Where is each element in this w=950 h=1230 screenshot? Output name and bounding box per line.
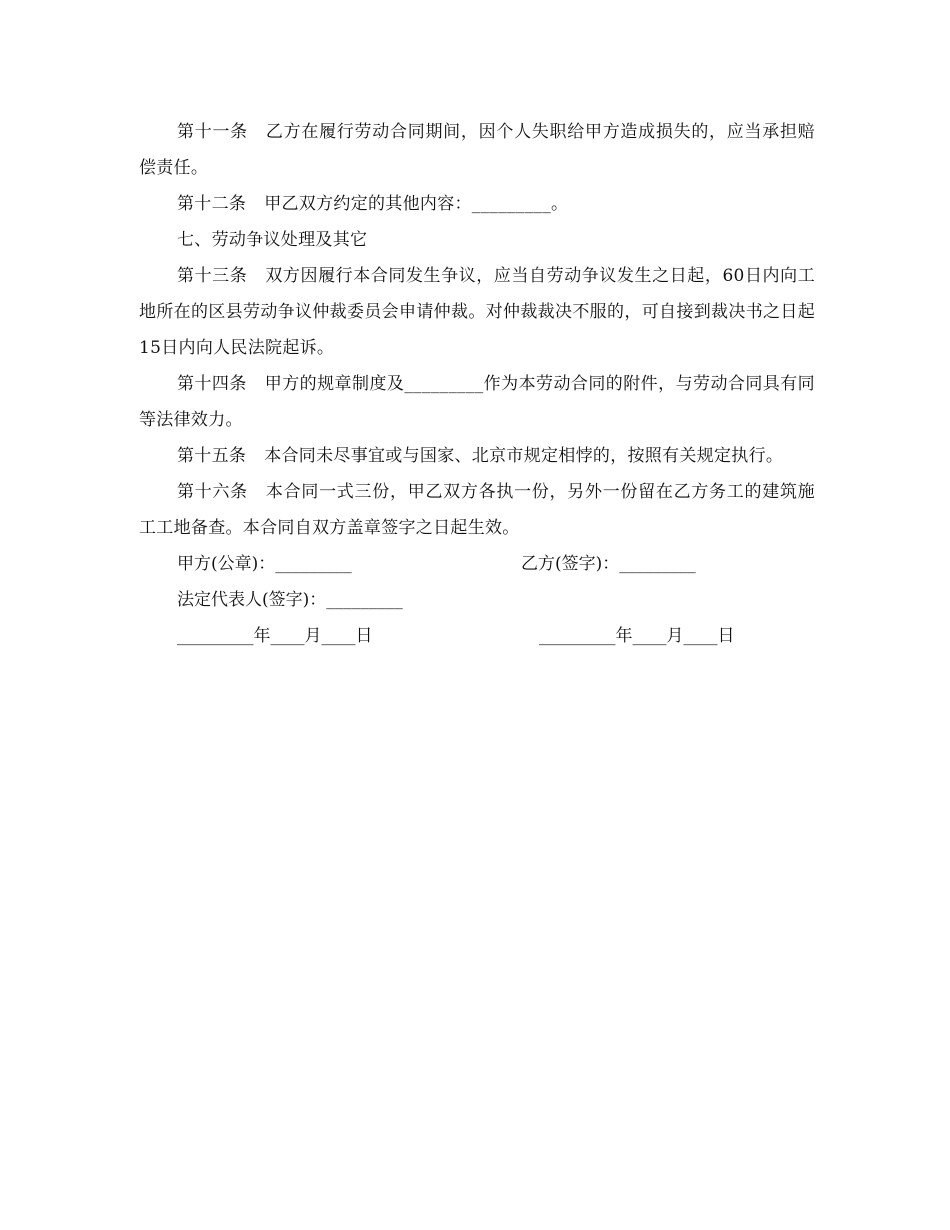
- article-number: 第十五条: [177, 446, 247, 466]
- section-title: 七、劳动争议处理及其它: [177, 230, 368, 250]
- article-11: [139, 114, 815, 186]
- signature-row: [139, 546, 815, 582]
- party-b-signature: 乙方(签字)：_________: [521, 554, 696, 574]
- article-16: [139, 474, 815, 546]
- date-row: [139, 618, 815, 654]
- article-text: 本合同一式三份，甲乙双方各执一份，另外一份留在乙方务工的建筑施工工地备查。本合同自双方盖章签字之日起生效。: [139, 482, 815, 538]
- party-b-date: _________年____月____日: [539, 626, 735, 646]
- article-12: [139, 186, 815, 222]
- legal-rep-signature: 法定代表人(签字)：_________: [177, 590, 403, 610]
- article-number: 第十二条: [177, 194, 247, 214]
- party-a-date: _________年____月____日: [177, 626, 373, 646]
- article-number: 第十三条: [177, 266, 248, 286]
- article-text: 甲乙双方约定的其他内容：_________。: [264, 194, 569, 214]
- article-text: 双方因履行本合同发生争议，应当自劳动争议发生之日起，60日内向工地所在的区县劳动争议仲裁委员会申请仲裁。对仲裁裁决不服的，可自接到裁决书之日起15日内向人民法院起诉。: [139, 266, 815, 358]
- article-number: 第十六条: [177, 482, 248, 502]
- article-text: 乙方在履行劳动合同期间，因个人失职给甲方造成损失的，应当承担赔偿责任。: [139, 122, 815, 178]
- article-14: [139, 366, 815, 438]
- article-15: [139, 438, 815, 474]
- article-number: 第十四条: [177, 374, 247, 394]
- legal-rep-row: [139, 582, 815, 618]
- section-heading: [139, 222, 815, 258]
- article-number: 第十一条: [177, 122, 248, 142]
- contract-text: [139, 114, 815, 654]
- article-13: [139, 258, 815, 366]
- party-a-signature: 甲方(公章)：_________: [177, 554, 352, 574]
- article-text: 甲方的规章制度及_________作为本劳动合同的附件，与劳动合同具有同等法律效力。: [139, 374, 815, 430]
- article-text: 本合同未尽事宜或与国家、北京市规定相悖的，按照有关规定执行。: [264, 446, 784, 466]
